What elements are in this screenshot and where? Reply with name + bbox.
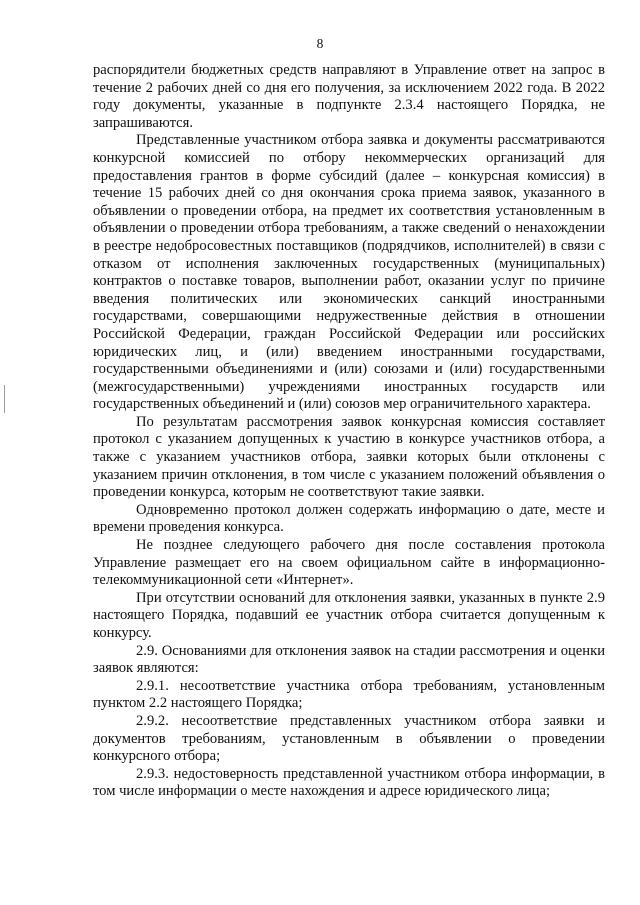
- paragraph-continuation: распорядители бюджетных средств направляют в Управление ответ на запрос в течение 2 рабочих дней со дня его получения, за исключением 2022 года. В 2022 году документы, указанные в подпункте 2.3.4 настоящего Порядка, не запрашиваются.: [93, 62, 605, 131]
- clause-2-9-1: 2.9.1. несоответствие участника отбора требованиям, установленным пунктом 2.2 настоящего Порядка;: [93, 677, 605, 712]
- document-body: [93, 62, 605, 801]
- paragraph-commission-review: Представленные участником отбора заявка и документы рассматриваются конкурсной комиссией по отбору некоммерческих организаций для предоставления грантов в форме субсидий (далее – конкурсная комиссия) в течение 15 рабочих дней со дня окончания срока приема заявок, указанного в объявлении о проведении отбора, на предмет их соответствия установленным в объявлении о проведении отбора требованиям, а также сведений о ненахождении в реестре недобросовестных поставщиков (подрядчиков, исполнителей) в связи с отказом от исполнения заключенных государственных (муниципальных) контрактов о поставке товаров, выполнении работ, оказании услуг по причине введения политических или экономических санкций иностранными государствами, совершающими недружественные действия в отношении Российской Федерации, граждан Российской Федерации или российских юридических лиц, и (или) введением иностранными государствами, государственными объединениями и (или) союзами и (или) государственными (межгосударственными) учреждениями иностранных государств или государственных объединений и (или) союзов мер ограничительного характера.: [93, 132, 605, 413]
- page-number: 8: [316, 36, 324, 51]
- clause-2-9: 2.9. Основаниями для отклонения заявок на стадии рассмотрения и оценки заявок являются:: [93, 642, 605, 677]
- paragraph-protocol: По результатам рассмотрения заявок конкурсная комиссия составляет протокол с указанием допущенных к участию в конкурсе участников отбора, а также с указанием участников отбора, заявки которых были отклонены с указанием причин отклонения, в том числе с указанием положений объявления о проведении конкурса, которым не соответствуют такие заявки.: [93, 413, 605, 501]
- clause-2-9-3: 2.9.3. недостоверность представленной участником отбора информации, в том числе информации о месте нахождения и адресе юридического лица;: [93, 765, 605, 800]
- clause-2-9-2: 2.9.2. несоответствие представленных участником отбора заявки и документов требованиям, установленным в объявлении о проведении конкурсного отбора;: [93, 712, 605, 765]
- paragraph-publication: Не позднее следующего рабочего дня после составления протокола Управление размещает его на своем официальном сайте в информационно-телекоммуникационной сети «Интернет».: [93, 537, 605, 589]
- margin-mark: [4, 385, 5, 413]
- paragraph-protocol-info: Одновременно протокол должен содержать информацию о дате, месте и времени проведения конкурса.: [93, 501, 605, 536]
- paragraph-admission: При отсутствии оснований для отклонения заявки, указанных в пункте 2.9 настоящего Порядка, подавший ее участник отбора считается допущенным к конкурсу.: [93, 589, 605, 641]
